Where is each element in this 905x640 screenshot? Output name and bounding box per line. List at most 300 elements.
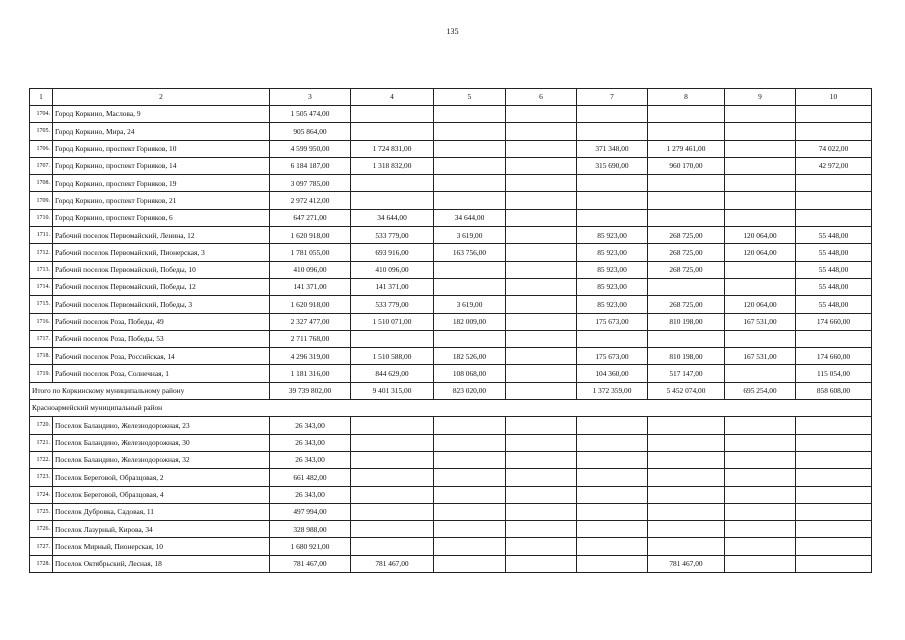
value-cell-c10: [796, 192, 872, 209]
row-number: 1711.: [30, 227, 53, 244]
value-cell-c7: [577, 417, 648, 434]
address-cell: Поселок Октябрьский, Лесная, 18: [53, 555, 270, 572]
value-cell-c9: [725, 175, 796, 192]
value-cell-c4: [351, 192, 434, 209]
value-cell-c5: [434, 330, 506, 347]
row-number: 1712.: [30, 244, 53, 261]
value-cell-c7: [577, 521, 648, 538]
table-row: [30, 278, 872, 295]
value-cell-c8: [648, 486, 725, 503]
value-cell-c3: 6 184 187,00: [270, 157, 351, 174]
address-cell: Рабочий поселок Роза, Солнечная, 1: [53, 365, 270, 382]
value-cell-c5: [434, 106, 506, 123]
value-cell-c9: [725, 278, 796, 295]
table-row: [30, 521, 872, 538]
row-number: 1707.: [30, 157, 53, 174]
value-cell-c6: [506, 278, 577, 295]
value-cell-c9: 120 064,00: [725, 244, 796, 261]
value-cell-c3: 2 327 477,00: [270, 313, 351, 330]
value-cell-c6: [506, 209, 577, 226]
total-value-c7: 1 372 359,00: [577, 382, 648, 399]
value-cell-c4: 693 916,00: [351, 244, 434, 261]
value-cell-c8: [648, 521, 725, 538]
value-cell-c10: [796, 175, 872, 192]
value-cell-c7: 104 360,00: [577, 365, 648, 382]
table-row: [30, 330, 872, 347]
value-cell-c5: [434, 123, 506, 140]
value-cell-c9: [725, 330, 796, 347]
value-cell-c9: [725, 209, 796, 226]
row-number: 1709.: [30, 192, 53, 209]
table-row: [30, 486, 872, 503]
section-title: Красноармейский муниципальный район: [30, 400, 872, 417]
value-cell-c10: [796, 123, 872, 140]
value-cell-c9: [725, 538, 796, 555]
value-cell-c9: [725, 521, 796, 538]
value-cell-c4: [351, 486, 434, 503]
header-cell: 5: [434, 89, 506, 106]
value-cell-c8: [648, 330, 725, 347]
address-cell: Поселок Баландино, Железнодорожная, 32: [53, 451, 270, 468]
table-row: [30, 227, 872, 244]
value-cell-c4: 1 724 831,00: [351, 140, 434, 157]
row-number: 1727.: [30, 538, 53, 555]
total-value-c9: 695 254,00: [725, 382, 796, 399]
value-cell-c5: [434, 261, 506, 278]
value-cell-c10: 174 660,00: [796, 348, 872, 365]
value-cell-c7: 175 673,00: [577, 313, 648, 330]
value-cell-c7: [577, 469, 648, 486]
value-cell-c3: 1 620 918,00: [270, 296, 351, 313]
value-cell-c10: 55 448,00: [796, 261, 872, 278]
value-cell-c3: 410 096,00: [270, 261, 351, 278]
table-row: [30, 555, 872, 572]
value-cell-c5: 182 526,00: [434, 348, 506, 365]
table-row: [30, 209, 872, 226]
address-cell: Город Коркино, проспект Горняков, 14: [53, 157, 270, 174]
value-cell-c8: 268 725,00: [648, 296, 725, 313]
table-row: [30, 244, 872, 261]
value-cell-c5: [434, 157, 506, 174]
table-row: [30, 175, 872, 192]
value-cell-c8: [648, 209, 725, 226]
value-cell-c5: [434, 192, 506, 209]
address-cell: Город Коркино, проспект Горняков, 10: [53, 140, 270, 157]
value-cell-c7: 85 923,00: [577, 296, 648, 313]
value-cell-c5: 182 009,00: [434, 313, 506, 330]
table-row: [30, 140, 872, 157]
value-cell-c9: [725, 365, 796, 382]
value-cell-c6: [506, 244, 577, 261]
value-cell-c8: [648, 175, 725, 192]
value-cell-c4: [351, 330, 434, 347]
address-cell: Рабочий поселок Роза, Победы, 53: [53, 330, 270, 347]
value-cell-c3: 647 271,00: [270, 209, 351, 226]
value-cell-c10: 174 660,00: [796, 313, 872, 330]
value-cell-c8: 810 198,00: [648, 348, 725, 365]
value-cell-c6: [506, 330, 577, 347]
value-cell-c3: 1 505 474,00: [270, 106, 351, 123]
value-cell-c8: [648, 503, 725, 520]
value-cell-c9: 167 531,00: [725, 313, 796, 330]
value-cell-c7: [577, 123, 648, 140]
value-cell-c3: 4 599 950,00: [270, 140, 351, 157]
value-cell-c10: [796, 451, 872, 468]
row-number: 1719.: [30, 365, 53, 382]
value-cell-c6: [506, 365, 577, 382]
row-number: 1718.: [30, 348, 53, 365]
value-cell-c10: [796, 434, 872, 451]
value-cell-c6: [506, 227, 577, 244]
total-value-c3: 39 739 802,00: [270, 382, 351, 399]
table-row: [30, 434, 872, 451]
header-row: [30, 89, 872, 106]
value-cell-c6: [506, 469, 577, 486]
table-row: [30, 296, 872, 313]
value-cell-c9: [725, 434, 796, 451]
value-cell-c6: [506, 123, 577, 140]
value-cell-c10: 115 054,00: [796, 365, 872, 382]
table-row: [30, 123, 872, 140]
table-row: [30, 192, 872, 209]
value-cell-c3: 2 711 768,00: [270, 330, 351, 347]
value-cell-c4: [351, 469, 434, 486]
value-cell-c5: [434, 451, 506, 468]
table-row: [30, 261, 872, 278]
value-cell-c9: [725, 451, 796, 468]
row-number: 1704.: [30, 106, 53, 123]
value-cell-c4: [351, 451, 434, 468]
row-number: 1713.: [30, 261, 53, 278]
value-cell-c7: 315 690,00: [577, 157, 648, 174]
value-cell-c10: [796, 555, 872, 572]
value-cell-c8: 1 279 461,00: [648, 140, 725, 157]
header-cell: 3: [270, 89, 351, 106]
value-cell-c10: [796, 469, 872, 486]
value-cell-c10: [796, 486, 872, 503]
value-cell-c5: [434, 486, 506, 503]
value-cell-c7: [577, 451, 648, 468]
value-cell-c8: 268 725,00: [648, 261, 725, 278]
value-cell-c7: [577, 486, 648, 503]
value-cell-c4: 533 779,00: [351, 296, 434, 313]
row-number: 1726.: [30, 521, 53, 538]
value-cell-c8: [648, 469, 725, 486]
value-cell-c3: 26 343,00: [270, 417, 351, 434]
table-row: [30, 417, 872, 434]
value-cell-c8: [648, 278, 725, 295]
address-cell: Город Коркино, Мира, 24: [53, 123, 270, 140]
value-cell-c7: [577, 434, 648, 451]
value-cell-c5: [434, 434, 506, 451]
value-cell-c5: [434, 140, 506, 157]
value-cell-c8: 810 198,00: [648, 313, 725, 330]
row-number: 1721.: [30, 434, 53, 451]
address-cell: Город Коркино, проспект Горняков, 6: [53, 209, 270, 226]
table-body: [30, 89, 872, 573]
value-cell-c9: [725, 123, 796, 140]
row-number: 1720.: [30, 417, 53, 434]
value-cell-c10: [796, 538, 872, 555]
value-cell-c6: [506, 175, 577, 192]
value-cell-c8: 268 725,00: [648, 227, 725, 244]
header-cell: 10: [796, 89, 872, 106]
row-number: 1710.: [30, 209, 53, 226]
value-cell-c9: [725, 469, 796, 486]
table-row: [30, 365, 872, 382]
value-cell-c4: 533 779,00: [351, 227, 434, 244]
address-cell: Рабочий поселок Первомайский, Пионерская, 3: [53, 244, 270, 261]
value-cell-c3: 2 972 412,00: [270, 192, 351, 209]
table-row: [30, 106, 872, 123]
value-cell-c7: 85 923,00: [577, 261, 648, 278]
value-cell-c3: 4 296 319,00: [270, 348, 351, 365]
row-number: 1715.: [30, 296, 53, 313]
total-value-c8: 5 452 074,00: [648, 382, 725, 399]
value-cell-c8: [648, 434, 725, 451]
value-cell-c6: [506, 157, 577, 174]
value-cell-c7: 85 923,00: [577, 244, 648, 261]
value-cell-c5: [434, 175, 506, 192]
address-cell: Поселок Баландино, Железнодорожная, 23: [53, 417, 270, 434]
value-cell-c7: [577, 538, 648, 555]
value-cell-c5: [434, 503, 506, 520]
value-cell-c4: 1 318 832,00: [351, 157, 434, 174]
value-cell-c8: [648, 417, 725, 434]
address-cell: Рабочий поселок Первомайский, Победы, 3: [53, 296, 270, 313]
value-cell-c4: [351, 503, 434, 520]
value-cell-c6: [506, 192, 577, 209]
value-cell-c4: [351, 434, 434, 451]
row-number: 1717.: [30, 330, 53, 347]
value-cell-c9: 120 064,00: [725, 227, 796, 244]
value-cell-c3: 1 620 918,00: [270, 227, 351, 244]
value-cell-c4: [351, 538, 434, 555]
value-cell-c7: 85 923,00: [577, 278, 648, 295]
value-cell-c4: 1 510 071,00: [351, 313, 434, 330]
row-number: 1724.: [30, 486, 53, 503]
address-cell: Поселок Береговой, Образцовая, 2: [53, 469, 270, 486]
total-label: Итого по Коркинскому муниципальному району: [30, 382, 270, 399]
total-value-c5: 823 020,00: [434, 382, 506, 399]
value-cell-c10: [796, 417, 872, 434]
value-cell-c8: [648, 123, 725, 140]
value-cell-c6: [506, 313, 577, 330]
value-cell-c6: [506, 538, 577, 555]
value-cell-c5: 163 756,00: [434, 244, 506, 261]
value-cell-c3: 26 343,00: [270, 434, 351, 451]
value-cell-c7: [577, 503, 648, 520]
table-row: [30, 157, 872, 174]
address-cell: Рабочий поселок Первомайский, Победы, 12: [53, 278, 270, 295]
value-cell-c4: 844 629,00: [351, 365, 434, 382]
value-cell-c6: [506, 261, 577, 278]
value-cell-c10: 42 972,00: [796, 157, 872, 174]
value-cell-c9: [725, 106, 796, 123]
value-cell-c7: [577, 209, 648, 226]
address-cell: Поселок Лазурный, Кирова, 34: [53, 521, 270, 538]
row-number: 1714.: [30, 278, 53, 295]
header-cell: 8: [648, 89, 725, 106]
address-cell: Рабочий поселок Первомайский, Ленина, 12: [53, 227, 270, 244]
value-cell-c5: [434, 538, 506, 555]
value-cell-c7: [577, 192, 648, 209]
value-cell-c10: [796, 106, 872, 123]
header-cell: 2: [53, 89, 270, 106]
value-cell-c3: 26 343,00: [270, 486, 351, 503]
address-cell: Город Коркино, Маслова, 9: [53, 106, 270, 123]
value-cell-c9: 167 531,00: [725, 348, 796, 365]
value-cell-c6: [506, 503, 577, 520]
address-cell: Город Коркино, проспект Горняков, 21: [53, 192, 270, 209]
address-cell: Город Коркино, проспект Горняков, 19: [53, 175, 270, 192]
address-cell: Рабочий поселок Первомайский, Победы, 10: [53, 261, 270, 278]
value-cell-c5: 3 619,00: [434, 296, 506, 313]
value-cell-c3: 3 097 785,00: [270, 175, 351, 192]
value-cell-c7: 175 673,00: [577, 348, 648, 365]
value-cell-c3: 661 482,00: [270, 469, 351, 486]
value-cell-c3: 1 181 316,00: [270, 365, 351, 382]
value-cell-c7: [577, 175, 648, 192]
header-cell: 9: [725, 89, 796, 106]
value-cell-c6: [506, 296, 577, 313]
value-cell-c8: [648, 538, 725, 555]
row-number: 1728.: [30, 555, 53, 572]
value-cell-c6: [506, 521, 577, 538]
row-number: 1705.: [30, 123, 53, 140]
value-cell-c3: 781 467,00: [270, 555, 351, 572]
address-cell: Рабочий поселок Роза, Победы, 49: [53, 313, 270, 330]
value-cell-c8: 781 467,00: [648, 555, 725, 572]
value-cell-c8: 517 147,00: [648, 365, 725, 382]
value-cell-c9: 120 064,00: [725, 296, 796, 313]
value-cell-c8: [648, 106, 725, 123]
value-cell-c4: 34 644,00: [351, 209, 434, 226]
value-cell-c6: [506, 140, 577, 157]
table-row: [30, 348, 872, 365]
table-row: [30, 538, 872, 555]
data-table: [29, 88, 872, 573]
value-cell-c10: [796, 330, 872, 347]
value-cell-c10: [796, 503, 872, 520]
value-cell-c6: [506, 555, 577, 572]
value-cell-c5: [434, 417, 506, 434]
value-cell-c3: 497 994,00: [270, 503, 351, 520]
value-cell-c9: [725, 192, 796, 209]
value-cell-c10: 74 022,00: [796, 140, 872, 157]
value-cell-c5: [434, 278, 506, 295]
value-cell-c5: 3 619,00: [434, 227, 506, 244]
value-cell-c4: 141 371,00: [351, 278, 434, 295]
value-cell-c6: [506, 417, 577, 434]
value-cell-c3: 328 988,00: [270, 521, 351, 538]
value-cell-c4: 410 096,00: [351, 261, 434, 278]
header-cell: 6: [506, 89, 577, 106]
value-cell-c3: 1 680 921,00: [270, 538, 351, 555]
total-row: [30, 382, 872, 399]
total-value-c4: 9 401 315,00: [351, 382, 434, 399]
header-cell: 7: [577, 89, 648, 106]
value-cell-c3: 141 371,00: [270, 278, 351, 295]
value-cell-c6: [506, 451, 577, 468]
value-cell-c5: [434, 555, 506, 572]
value-cell-c5: [434, 521, 506, 538]
address-cell: Поселок Береговой, Образцовая, 4: [53, 486, 270, 503]
value-cell-c8: [648, 192, 725, 209]
row-number: 1723.: [30, 469, 53, 486]
value-cell-c7: [577, 106, 648, 123]
value-cell-c10: 55 448,00: [796, 244, 872, 261]
table-row: [30, 469, 872, 486]
table-row: [30, 313, 872, 330]
value-cell-c6: [506, 348, 577, 365]
value-cell-c5: 34 644,00: [434, 209, 506, 226]
value-cell-c4: [351, 123, 434, 140]
row-number: 1725.: [30, 503, 53, 520]
value-cell-c7: [577, 555, 648, 572]
value-cell-c10: 55 448,00: [796, 227, 872, 244]
value-cell-c10: [796, 209, 872, 226]
value-cell-c3: 26 343,00: [270, 451, 351, 468]
row-number: 1716.: [30, 313, 53, 330]
value-cell-c8: 268 725,00: [648, 244, 725, 261]
value-cell-c4: [351, 521, 434, 538]
value-cell-c9: [725, 486, 796, 503]
table-row: [30, 503, 872, 520]
value-cell-c4: [351, 175, 434, 192]
value-cell-c9: [725, 261, 796, 278]
row-number: 1708.: [30, 175, 53, 192]
value-cell-c9: [725, 157, 796, 174]
value-cell-c4: 1 510 588,00: [351, 348, 434, 365]
address-cell: Поселок Дубровка, Садовая, 11: [53, 503, 270, 520]
value-cell-c5: 108 068,00: [434, 365, 506, 382]
address-cell: Поселок Баландино, Железнодорожная, 30: [53, 434, 270, 451]
value-cell-c4: 781 467,00: [351, 555, 434, 572]
header-cell: 4: [351, 89, 434, 106]
value-cell-c4: [351, 417, 434, 434]
header-cell: 1: [30, 89, 53, 106]
value-cell-c7: 85 923,00: [577, 227, 648, 244]
value-cell-c9: [725, 503, 796, 520]
value-cell-c3: 1 781 055,00: [270, 244, 351, 261]
value-cell-c5: [434, 469, 506, 486]
value-cell-c6: [506, 434, 577, 451]
address-cell: Рабочий поселок Роза, Российская, 14: [53, 348, 270, 365]
row-number: 1722.: [30, 451, 53, 468]
total-value-c6: [506, 382, 577, 399]
table-row: [30, 451, 872, 468]
page-number: 135: [446, 27, 459, 36]
value-cell-c9: [725, 417, 796, 434]
value-cell-c3: 905 864,00: [270, 123, 351, 140]
value-cell-c8: [648, 451, 725, 468]
value-cell-c10: 55 448,00: [796, 296, 872, 313]
address-cell: Поселок Мирный, Пионерская, 10: [53, 538, 270, 555]
value-cell-c10: [796, 521, 872, 538]
row-number: 1706.: [30, 140, 53, 157]
value-cell-c6: [506, 106, 577, 123]
value-cell-c10: 55 448,00: [796, 278, 872, 295]
value-cell-c6: [506, 486, 577, 503]
value-cell-c7: 371 348,00: [577, 140, 648, 157]
value-cell-c7: [577, 330, 648, 347]
value-cell-c4: [351, 106, 434, 123]
total-value-c10: 858 608,00: [796, 382, 872, 399]
value-cell-c8: 960 170,00: [648, 157, 725, 174]
section-row: [30, 400, 872, 417]
value-cell-c9: [725, 140, 796, 157]
